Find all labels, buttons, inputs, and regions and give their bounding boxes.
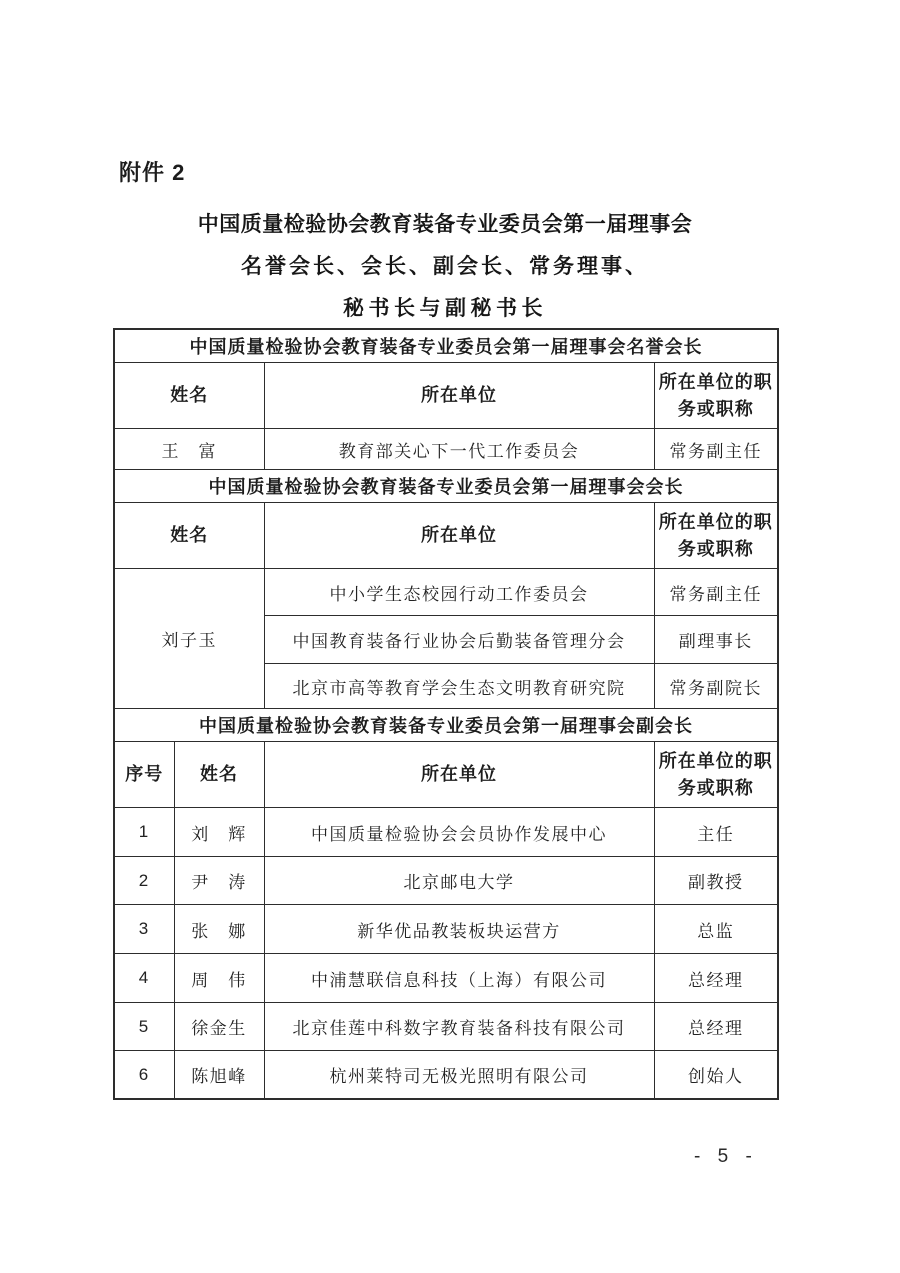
cell-name: 徐金生 (174, 1003, 264, 1051)
table-row (114, 1003, 778, 1051)
cell-org: 杭州莱特司无极光照明有限公司 (264, 1051, 654, 1100)
col-header-name: 姓名 (114, 503, 264, 569)
cell-org: 中国教育装备行业协会后勤装备管理分会 (264, 616, 654, 664)
cell-name: 张 娜 (174, 905, 264, 954)
table-row (114, 1051, 778, 1100)
cell-index: 4 (114, 954, 174, 1003)
page-number: - 5 - (694, 1146, 758, 1167)
cell-position: 总经理 (654, 954, 778, 1003)
col-header-org: 所在单位 (264, 503, 654, 569)
cell-index: 6 (114, 1051, 174, 1100)
col-header-org: 所在单位 (264, 363, 654, 429)
table-row (114, 954, 778, 1003)
cell-org: 北京市高等教育学会生态文明教育研究院 (264, 664, 654, 709)
section-title: 中国质量检验协会教育装备专业委员会第一届理事会副会长 (114, 709, 778, 742)
cell-name: 刘 辉 (174, 808, 264, 857)
col-header-position: 所在单位的职务或职称 (654, 503, 778, 569)
col-header-position: 所在单位的职务或职称 (654, 742, 778, 808)
cell-org: 中小学生态校园行动工作委员会 (264, 569, 654, 616)
col-header-org: 所在单位 (264, 742, 654, 808)
col-header-name: 姓名 (114, 363, 264, 429)
cell-name: 陈旭峰 (174, 1051, 264, 1100)
section-title: 中国质量检验协会教育装备专业委员会第一届理事会名誉会长 (114, 329, 778, 363)
cell-org: 新华优品教装板块运营方 (264, 905, 654, 954)
cell-org: 教育部关心下一代工作委员会 (264, 429, 654, 470)
attachment-label: 附件 2 (119, 160, 186, 185)
table-row (114, 569, 778, 616)
cell-org: 中国质量检验协会会员协作发展中心 (264, 808, 654, 857)
cell-position: 创始人 (654, 1051, 778, 1100)
cell-org: 北京佳莲中科数字教育装备科技有限公司 (264, 1003, 654, 1051)
cell-position: 副教授 (654, 857, 778, 905)
column-header-row (114, 742, 778, 808)
col-header-position: 所在单位的职务或职称 (654, 363, 778, 429)
cell-name: 刘子玉 (114, 569, 264, 709)
table-row (114, 808, 778, 857)
roster-table (113, 328, 779, 1100)
cell-position: 常务副主任 (654, 429, 778, 470)
section-header-honorary-president (114, 329, 778, 363)
table-row (114, 905, 778, 954)
title-line-3: 秘书长与副秘书长 (343, 297, 547, 320)
table-row (114, 857, 778, 905)
cell-index: 3 (114, 905, 174, 954)
section-header-president (114, 470, 778, 503)
title-line-1: 中国质量检验协会教育装备专业委员会第一届理事会 (197, 213, 693, 236)
col-header-index: 序号 (114, 742, 174, 808)
cell-index: 5 (114, 1003, 174, 1051)
cell-position: 常务副院长 (654, 664, 778, 709)
cell-position: 副理事长 (654, 616, 778, 664)
section-header-vice-president (114, 709, 778, 742)
cell-index: 2 (114, 857, 174, 905)
cell-position: 主任 (654, 808, 778, 857)
cell-name: 周 伟 (174, 954, 264, 1003)
cell-name: 尹 涛 (174, 857, 264, 905)
cell-index: 1 (114, 808, 174, 857)
cell-position: 常务副主任 (654, 569, 778, 616)
column-header-row (114, 363, 778, 429)
cell-org: 北京邮电大学 (264, 857, 654, 905)
cell-position: 总经理 (654, 1003, 778, 1051)
title-line-2: 名誉会长、会长、副会长、常务理事、 (241, 255, 649, 278)
cell-name: 王 富 (114, 429, 264, 470)
cell-position: 总监 (654, 905, 778, 954)
table-row (114, 429, 778, 470)
section-title: 中国质量检验协会教育装备专业委员会第一届理事会会长 (114, 470, 778, 503)
col-header-name: 姓名 (174, 742, 264, 808)
document-title (0, 204, 890, 330)
column-header-row (114, 503, 778, 569)
cell-org: 中浦慧联信息科技（上海）有限公司 (264, 954, 654, 1003)
